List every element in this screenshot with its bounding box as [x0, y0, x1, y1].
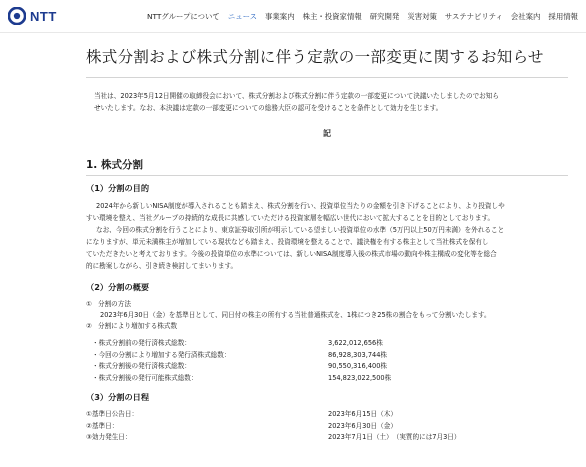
row-value: 3,622,012,656株 — [328, 339, 383, 347]
schedule-value: 2023年6月30日（金） — [328, 421, 397, 430]
ntt-logo-icon — [8, 7, 26, 25]
ntt-logo[interactable] — [8, 7, 57, 25]
schedule-row — [86, 432, 568, 444]
list-item — [86, 299, 568, 310]
subsection-schedule-heading: （3）分割の日程 — [86, 392, 150, 402]
site-header — [0, 0, 586, 33]
nav-item-rd[interactable]: 研究開発 — [369, 11, 400, 21]
schedule-label — [86, 421, 328, 433]
lead-paragraph — [86, 90, 568, 114]
global-nav — [147, 11, 578, 22]
schedule-label — [86, 432, 328, 444]
row-value: 154,823,022,500株 — [328, 373, 392, 382]
section-divider — [86, 175, 568, 176]
schedule-row — [86, 409, 568, 421]
item-label: 分割の方法 — [98, 300, 131, 308]
row-label: ・ 株式分割前の発行済株式総数： — [86, 338, 328, 350]
table-row — [86, 350, 568, 362]
list-item — [86, 321, 568, 332]
schedule-value: 2023年7月1日（土） （実質的には7月3日） — [328, 433, 461, 441]
purpose-paragraph — [86, 200, 568, 272]
nav-item-sustainability[interactable]: サステナビリティ — [444, 11, 503, 21]
text-line: 的に勘案しながら、引き続き検討してまいります。 — [86, 262, 238, 270]
text-line: ていただきたいと考えております。今後の投資単位の水準については、新しいNISA制度導入後の株式市場の動向や株主構成の変化等を総合 — [86, 250, 497, 258]
row-label: ・ 株式分割後の発行済株式総数： — [86, 361, 328, 373]
nav-item-disaster[interactable]: 災害対策 — [407, 11, 437, 21]
schedule-label — [86, 409, 328, 421]
text-line: すい環境を整え、当社グループの持続的な成長に共感していただける投資家層を幅広い世代において拡大することを目的としております。 — [86, 214, 495, 222]
number-marker: ③ — [86, 433, 92, 441]
nav-item-ir[interactable]: 株主・投資家情報 — [302, 11, 362, 21]
item-label: 分割により増加する株式数 — [98, 322, 178, 330]
row-value: 90,550,316,400株 — [328, 362, 388, 370]
schedule-label-text: 効力発生日： — [91, 433, 132, 441]
nav-item-recruit[interactable]: 採用情報 — [548, 11, 578, 21]
table-row — [86, 361, 568, 373]
row-label: ・ 今回の分割により増加する発行済株式総数： — [86, 350, 328, 362]
page-title: 株式分割および株式分割に伴う定款の一部変更に関するお知らせ — [86, 48, 544, 66]
item-description: 2023年6月30日（金）を基準日として、同日付の株主の所有する当社普通株式を、1株につき25株の割合をもって分割いたします。 — [100, 311, 491, 319]
nav-item-news[interactable]: ニュース — [227, 11, 258, 21]
title-divider — [86, 77, 568, 78]
text-line: なお、今回の株式分割を行うことにより、東京証券取引所が明示している望ましい投資単位の水準（5万円以上50万円未満）を外れること — [96, 226, 505, 234]
lead-line: 当社は、2023年5月12日開催の取締役会において、株式分割および株式分割に伴う定款の一部変更について決議いたしましたのでお知ら — [94, 92, 499, 100]
section-1-heading: 1. 株式分割 — [86, 159, 143, 171]
logo-text: NTT — [30, 8, 57, 24]
schedule-value: 2023年6月15日（木） — [328, 410, 397, 418]
lead-line: せいたします。なお、本決議は定款の一部変更についての総務大臣の認可を受けることを条件として効力を生じます。 — [94, 104, 443, 112]
text-line: 2024年から新しいNISA制度が導入されることも踏まえ、株式分割を行い、投資単位当たりの金額を引き下げることにより、より投資しや — [96, 202, 505, 210]
share-count-table — [86, 338, 568, 384]
table-row — [86, 338, 568, 350]
number-marker: ② — [86, 421, 92, 430]
nav-item-business[interactable]: 事業案内 — [265, 11, 295, 21]
table-row — [86, 373, 568, 385]
subsection-purpose-heading: （1）分割の目的 — [86, 183, 150, 193]
nav-item-about[interactable]: NTTグループについて — [146, 11, 220, 21]
number-marker: ② — [86, 322, 92, 330]
schedule-label-text: 基準日公告日： — [91, 410, 139, 418]
number-marker: ① — [86, 410, 92, 418]
row-value: 86,928,303,744株 — [328, 350, 388, 359]
article — [0, 33, 586, 444]
ki-heading: 記 — [323, 129, 331, 138]
nav-item-company[interactable]: 会社案内 — [510, 11, 541, 21]
schedule-row — [86, 421, 568, 433]
row-label: ・ 株式分割後の発行可能株式総数： — [86, 373, 328, 385]
subsection-overview-heading: （2）分割の概要 — [86, 282, 150, 292]
number-marker: ① — [86, 300, 92, 308]
text-line: になりますが、単元未満株主が増加している現状なども踏まえ、投資環境を整えることで、議決権を有する株主として当社株式を保有し — [86, 238, 489, 246]
schedule-label-text: 基準日： — [91, 421, 119, 430]
